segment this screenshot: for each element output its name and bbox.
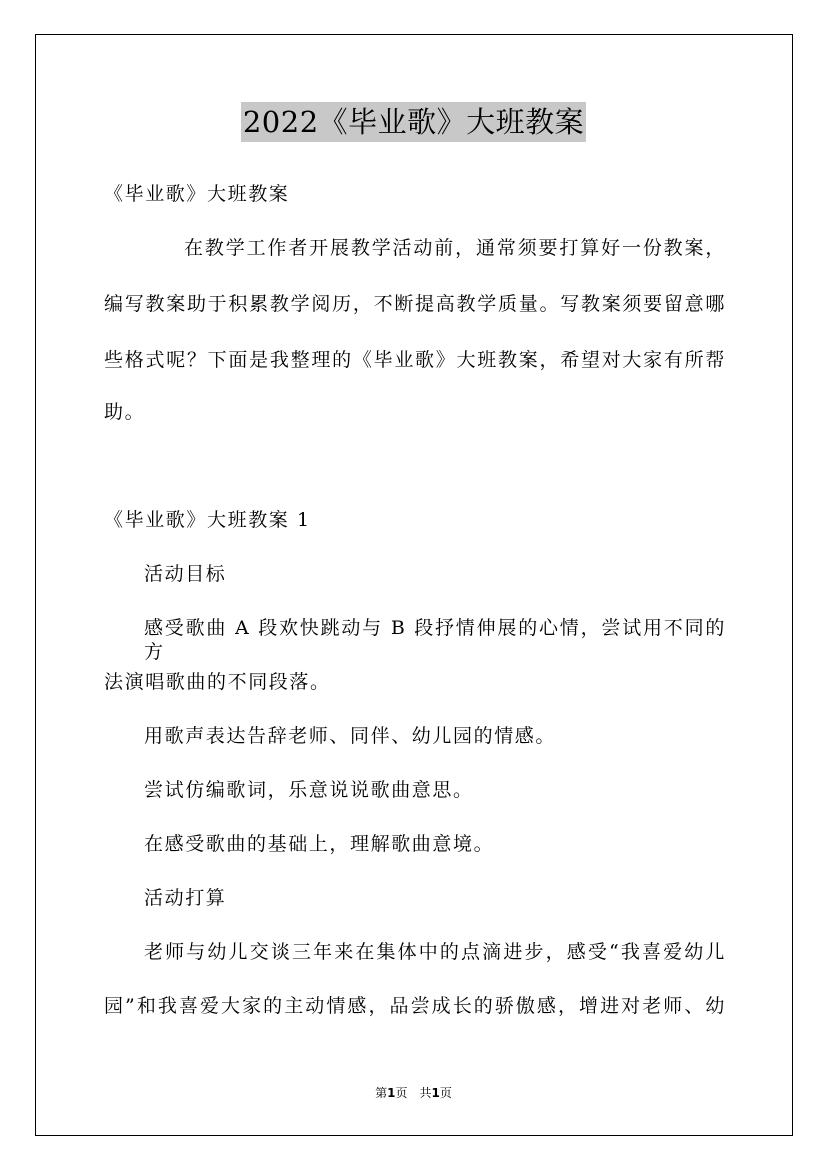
goal-heading: 活动目标: [144, 563, 227, 585]
section1-heading: 《毕业歌》大班教案 1: [104, 509, 311, 531]
goal-line-5: 在感受歌曲的基础上，理解歌曲意境。: [144, 833, 495, 855]
footer-page-number: 1: [387, 1086, 396, 1100]
goal-line-1: 感受歌曲 A 段欢快跳动与 B 段抒情伸展的心情，尝试用不同的方: [144, 617, 726, 663]
footer-page-mid: 页 共: [395, 1086, 432, 1100]
prep-line-1: 老师与幼儿交谈三年来在集体中的点滴进步，感受“我喜爱幼儿: [144, 941, 726, 963]
document-subtitle: 《毕业歌》大班教案: [104, 183, 290, 205]
goal-line-3: 用歌声表达告辞老师、同伴、幼儿园的情感。: [144, 725, 557, 747]
footer-page-total: 1: [431, 1086, 440, 1100]
goal-line-2: 法演唱歌曲的不同段落。: [104, 671, 331, 693]
goal-line-4: 尝试仿编歌词，乐意说说歌曲意思。: [144, 779, 474, 801]
prep-heading: 活动打算: [144, 887, 227, 909]
prep-line-2: 园”和我喜爱大家的主动情感，品尝成长的骄傲感，增进对老师、幼: [104, 995, 726, 1017]
page-footer: [0, 1086, 827, 1100]
intro-line-4: 助。: [104, 401, 146, 423]
intro-line-3: 些格式呢？下面是我整理的《毕业歌》大班教案，希望对大家有所帮: [104, 349, 726, 371]
intro-line-1: 在教学工作者开展教学活动前，通常须要打算好一份教案，: [184, 237, 726, 259]
footer-page-suffix: 页: [439, 1086, 452, 1100]
intro-line-2: 编写教案助于积累教学阅历，不断提高教学质量。写教案须要留意哪: [104, 293, 726, 315]
document-title: 2022《毕业歌》大班教案: [241, 102, 586, 142]
title-wrap: [0, 102, 827, 142]
footer-page-prefix: 第: [375, 1086, 388, 1100]
